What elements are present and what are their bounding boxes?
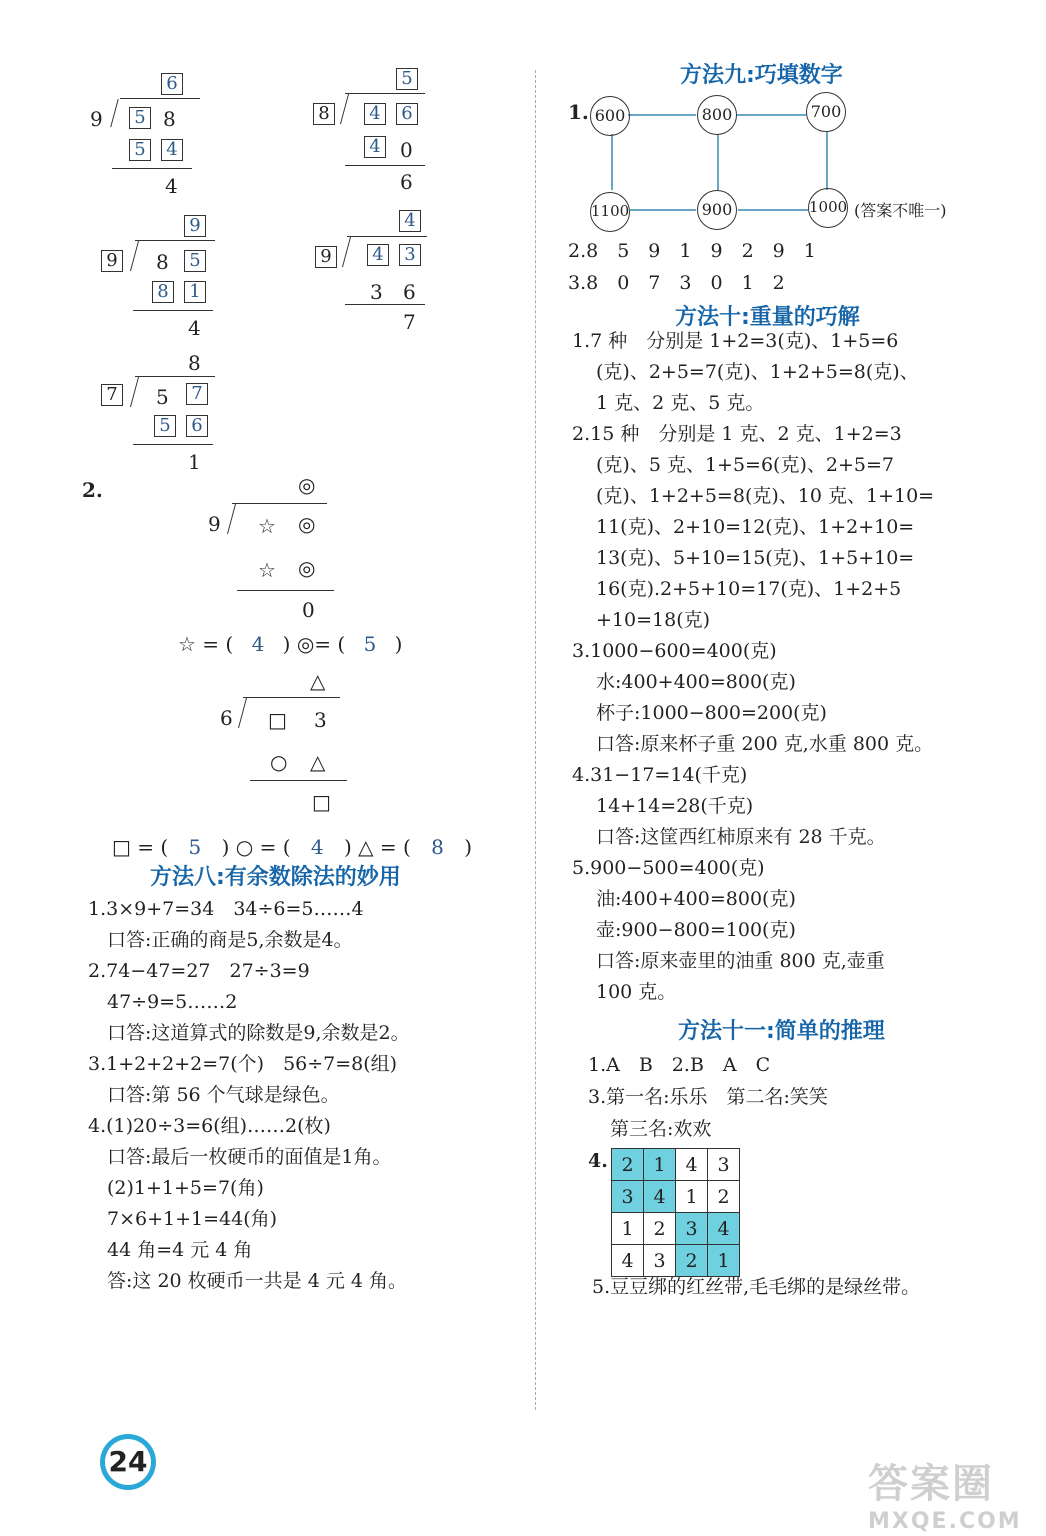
answer-text: ) ◎= ( [282,632,346,656]
divisor-box: 8 [313,103,335,125]
dividend-digit: 3 [314,708,327,732]
division-bracket [130,377,139,407]
quotient-symbol: △ [310,669,326,693]
grid-cell: 1 [644,1149,676,1181]
grid-cell: 2 [644,1213,676,1245]
quotient-box: 9 [184,215,206,237]
grid-cell: 3 [612,1181,644,1213]
number-circle: 600 [590,96,630,136]
product-box: 4 [364,136,386,158]
grid-cell: 3 [644,1245,676,1277]
division-bracket [342,237,351,267]
divisor-box: 7 [101,384,123,406]
subtract-line [250,780,347,781]
text-line: (2)1+1+5=7(角) [88,1177,264,1199]
grid-cell: 3 [676,1213,708,1245]
text-line: 44 角=4 元 4 角 [88,1239,253,1261]
dividend-box: 5 [129,107,151,129]
reasoning-q1-q2: 1.A B 2.B A C [588,1054,771,1076]
question-2-label: 2. [82,478,103,502]
text-line: 1.3×9+7=34 34÷6=5……4 [88,898,364,920]
text-line: 杯子:1000−800=200(克) [596,702,827,724]
product-box: 4 [161,139,183,161]
dividend-symbol: ☆ [258,514,276,538]
reasoning-q4-label: 4. [588,1150,608,1172]
grid-cell: 2 [612,1149,644,1181]
dividend-box: 5 [184,250,206,272]
text-line: 13(克)、5+10=15(克)、1+5+10= [596,547,915,569]
remainder-symbol: □ [312,790,331,814]
triangle-value: 8 [431,835,444,859]
connector [738,209,808,211]
grid-cell: 2 [676,1245,708,1277]
product-box: 5 [154,415,176,437]
star-value: 4 [251,632,265,656]
quotient-box: 5 [396,68,418,90]
division-bar [347,236,427,237]
subtract-line [112,168,192,169]
text-line: 4.31−17=14(千克) [572,764,748,786]
text-line: 口答:正确的商是5,余数是4。 [88,929,353,951]
division-bracket [130,241,139,271]
text-line: 口答:这道算式的除数是9,余数是2。 [88,1022,410,1044]
product-digit: 0 [400,138,413,162]
text-line: 100 克。 [596,981,677,1003]
grid-cell: 1 [676,1181,708,1213]
text-line: 1 克、2 克、5 克。 [596,392,765,414]
text-line: +10=18(克) [596,609,711,631]
connector [630,209,696,211]
divisor-box: 9 [315,246,337,268]
watermark-url: MXQE.COM [868,1509,1022,1534]
dividend-box: 4 [367,244,389,266]
grid-cell: 4 [676,1149,708,1181]
section-10-title: 方法十:重量的巧解 [675,305,860,330]
dividend-symbol: ◎ [298,512,316,536]
quotient-box: 6 [161,73,183,95]
question-1-label: 1. [568,100,589,124]
circle-value: 5 [363,632,377,656]
page-number: 24 [105,1439,151,1485]
remainder: 7 [403,310,416,334]
connector [736,114,806,116]
text-line: 4.(1)20÷3=6(组)……2(枚) [88,1115,331,1137]
dividend-box: 7 [186,383,208,405]
division-bracket [227,504,236,534]
dividend-digit: 5 [156,385,169,409]
dividend-box: 4 [364,103,386,125]
section-10-content [572,326,934,1008]
watermark-logo [868,1452,1038,1534]
number-circle: 1000 [808,188,848,228]
divisor: 6 [220,706,233,730]
divisor: 9 [208,512,221,536]
remainder: 1 [188,450,201,474]
symbol-answer-b [112,835,472,859]
dividend-box: 3 [399,244,421,266]
text-line: 5.900−500=400(克) [572,857,765,879]
product-digit: 6 [403,280,416,304]
answer-text: ) [464,835,473,859]
text-line: (克)、1+2+5=8(克)、10 克、1+10= [596,485,935,507]
text-line: 口答:最后一枚硬币的面值是1角。 [88,1146,392,1168]
dividend-digit: 8 [163,107,176,131]
quotient-symbol: ◎ [298,473,316,497]
answer-text: ) [394,632,403,656]
text-line: 口答:原来壶里的油重 800 克,壶重 [596,950,885,972]
answer-text: ) ○ = ( [221,835,291,859]
text-line: 口答:第 56 个气球是绿色。 [88,1084,340,1106]
square-value: 5 [188,835,202,859]
remainder: 0 [302,598,315,622]
number-circle: 800 [697,95,737,135]
product-box: 1 [184,281,206,303]
divisor: 9 [90,107,103,131]
text-line: (克)、5 克、1+5=6(克)、2+5=7 [596,454,894,476]
number-circle: 700 [806,92,846,132]
symbol-answer-a [178,632,402,656]
question-2-answer: 2.8 5 9 1 9 2 9 1 [568,240,816,262]
answer-text: ) △ = ( [343,835,411,859]
grid-cell: 4 [612,1245,644,1277]
product-symbol: ○ [270,750,288,774]
division-bracket [340,94,349,124]
dividend-box: 6 [396,103,418,125]
division-bracket [238,698,247,728]
text-line: 2.74−47=27 27÷3=9 [88,960,310,982]
product-symbol: ◎ [298,556,316,580]
text-line: 口答:这筐西红柿原来有 28 千克。 [596,826,886,848]
text-line: 答:这 20 枚硬币一共是 4 元 4 角。 [88,1270,407,1292]
divisor-box: 9 [101,250,123,272]
connector [611,134,613,190]
product-symbol: ☆ [258,558,276,582]
text-line: 油:400+400=800(克) [596,888,796,910]
grid-cell: 1 [612,1213,644,1245]
division-bar [232,503,327,504]
circle-value: 4 [310,835,324,859]
reasoning-q5: 5.豆豆绑的红丝带,毛毛绑的是绿丝带。 [592,1276,921,1298]
connector [826,132,828,190]
answer-text: ☆ = ( [178,632,234,656]
quotient-box: 4 [399,210,421,232]
text-line: 3.1000−600=400(克) [572,640,777,662]
subtract-line [345,165,425,166]
division-bar [243,697,340,698]
dividend-digit: 8 [156,250,169,274]
subtract-line [133,444,213,445]
reasoning-q3-line1: 3.第一名:乐乐 第二名:笑笑 [588,1086,828,1108]
section-8-title: 方法八:有余数除法的妙用 [150,865,401,890]
grid-cell: 4 [708,1213,740,1245]
product-box: 6 [186,415,208,437]
page-number-badge [100,1434,156,1490]
grid-cell: 1 [708,1245,740,1277]
sudoku-grid [611,1148,740,1277]
remainder: 4 [188,316,201,340]
text-line: 1.7 种 分别是 1+2=3(克)、1+5=6 [572,330,899,352]
text-line: 壶:900−800=100(克) [596,919,796,941]
question-3-answer: 3.8 0 7 3 0 1 2 [568,272,785,294]
division-bar [135,376,215,377]
grid-cell: 3 [708,1149,740,1181]
division-bar [345,93,425,94]
connector [717,134,719,190]
division-bracket [110,99,119,127]
grid-cell: 4 [644,1181,676,1213]
division-bar [135,240,215,241]
subtract-line [345,304,425,305]
product-box: 5 [129,139,151,161]
section-11-title: 方法十一:简单的推理 [678,1019,885,1044]
reasoning-q3-line2: 第三名:欢欢 [610,1118,712,1140]
section-8-content [88,894,410,1297]
answer-text: □ = ( [112,835,169,859]
remainder: 4 [165,174,178,198]
remainder: 6 [400,170,413,194]
text-line: 口答:原来杯子重 200 克,水重 800 克。 [596,733,934,755]
text-line: 水:400+400=800(克) [596,671,796,693]
section-9-title: 方法九:巧填数字 [680,63,843,88]
product-symbol: △ [310,750,326,774]
connector [628,114,696,116]
number-circle: 900 [697,190,737,230]
text-line: 3.1+2+2+2=7(个) 56÷7=8(组) [88,1053,398,1075]
text-line: 47÷9=5……2 [88,991,238,1013]
text-line: (克)、2+5=7(克)、1+2+5=8(克)、 [596,361,919,383]
answer-not-unique-note: (答案不唯一) [854,201,947,220]
subtract-line [133,310,213,311]
text-line: 16(克).2+5+10=17(克)、1+2+5 [596,578,902,600]
text-line: 11(克)、2+10=12(克)、1+2+10= [596,516,915,538]
watermark-logo-text: 答案圈 [868,1461,994,1507]
number-circle: 1100 [590,192,630,232]
text-line: 7×6+1+1=44(角) [88,1208,278,1230]
text-line: 2.15 种 分别是 1 克、2 克、1+2=3 [572,423,902,445]
division-bar [120,98,200,99]
dividend-symbol: □ [268,708,287,732]
quotient-digit: 8 [188,351,201,375]
grid-cell: 2 [708,1181,740,1213]
product-box: 8 [152,281,174,303]
product-digit: 3 [370,280,383,304]
text-line: 14+14=28(千克) [596,795,754,817]
column-divider [535,70,536,1410]
subtract-line [237,590,334,591]
